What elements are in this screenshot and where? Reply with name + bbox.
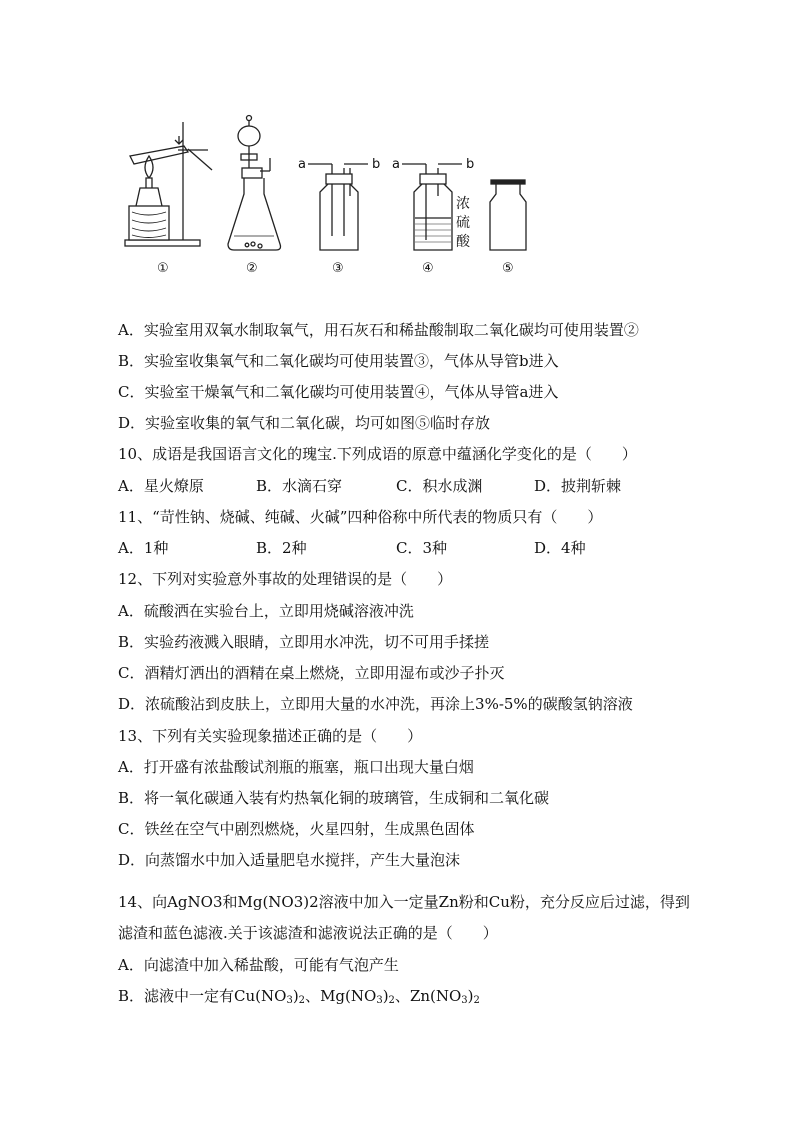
q12-option-d: D．浓硫酸沾到皮肤上，立即用大量的水冲洗，再涂上3%-5%的碳酸氢钠溶液: [118, 695, 633, 713]
q14-sub-2b: 2: [388, 995, 395, 1006]
q14-stem-line-2: 滤渣和蓝色滤液.关于该滤渣和滤液说法正确的是（ ）: [118, 924, 498, 942]
q14-option-a: A．向滤渣中加入稀盐酸，可能有气泡产生: [118, 956, 399, 974]
tube-a-label-4: a: [392, 157, 400, 172]
apparatus-label-2: ②: [246, 261, 258, 276]
apparatus-label-1: ①: [157, 261, 169, 276]
q11-option-a: A．1种: [118, 539, 169, 557]
q11-option-c: C．3种: [396, 539, 448, 557]
q10-option-c: C．积水成渊: [396, 477, 483, 495]
apparatus-3-gas-bottle: [308, 164, 368, 250]
q11-option-b: B．2种: [256, 539, 307, 557]
q14-paren-c: ): [467, 987, 474, 1005]
q14-sub-2a: 2: [298, 995, 306, 1006]
q14-sub-3c: 3: [461, 995, 468, 1006]
tube-b-label-3: b: [372, 157, 381, 172]
q10-stem: 10、成语是我国语言文化的瑰宝.下列成语的原意中蕴涵化学变化的是（ ）: [118, 445, 637, 463]
q11-option-d: D．4种: [534, 539, 586, 557]
q14-sep-a: 、: [305, 987, 321, 1005]
q10-option-a: A．星火燎原: [118, 477, 204, 495]
apparatus-label-3: ③: [332, 261, 344, 276]
q13-option-b: B．将一氧化碳通入装有灼热氧化铜的玻璃管，生成铜和二氧化碳: [118, 789, 550, 807]
q14-paren-a: ): [292, 987, 299, 1005]
acid-char-3: 酸: [456, 234, 470, 250]
acid-char-2: 硫: [456, 215, 470, 231]
q14-zn: Zn(NO: [409, 987, 462, 1005]
q12-option-b: B．实验药液溅入眼睛，立即用水冲洗，切不可用手揉搓: [118, 633, 490, 651]
q12-option-c: C．酒精灯洒出的酒精在桌上燃烧，立即用湿布或沙子扑灭: [118, 664, 505, 682]
q14-paren-b: ): [382, 987, 389, 1005]
q13-option-d: D．向蒸馏水中加入适量肥皂水搅拌，产生大量泡沫: [118, 851, 461, 869]
q14-stem-line-1: 14、向AgNO3和Mg(NO3)2溶液中加入一定量Zn粉和Cu粉，充分反应后过滤，得到: [118, 893, 690, 911]
apparatus-label-5: ⑤: [502, 261, 514, 276]
q9-option-c: C．实验室干燥氧气和二氧化碳均可使用装置④，气体从导管a进入: [118, 383, 559, 401]
q10-option-d: D．披荆斩棘: [534, 477, 622, 495]
q14-mg: Mg(NO: [320, 987, 377, 1005]
apparatus-figure: [110, 108, 550, 283]
q13-option-a: A．打开盛有浓盐酸试剂瓶的瓶塞，瓶口出现大量白烟: [118, 758, 474, 776]
q12-stem: 12、下列对实验意外事故的处理错误的是（ ）: [118, 570, 453, 588]
apparatus-5-collecting-bottle: [490, 180, 526, 250]
tube-a-label-3: a: [298, 157, 306, 172]
q14-option-b: [118, 986, 480, 1011]
q14-sep-b: 、: [394, 987, 410, 1005]
q12-option-a: A．硫酸洒在实验台上，立即用烧碱溶液冲洗: [118, 602, 414, 620]
q14-b-prefix: B．滤液中一定有Cu(NO: [118, 987, 287, 1005]
acid-char-1: 浓: [456, 196, 470, 212]
apparatus-1-heating-setup: [125, 122, 212, 246]
q9-option-d: D．实验室收集的氧气和二氧化碳，均可如图⑤临时存放: [118, 414, 491, 432]
apparatus-label-4: ④: [422, 261, 434, 276]
q14-sub-3a: 3: [286, 995, 293, 1006]
apparatus-2-flask-funnel: [228, 116, 281, 251]
apparatus-4-drying-bottle: [402, 164, 462, 250]
q9-option-a: A．实验室用双氧水制取氧气，用石灰石和稀盐酸制取二氧化碳均可使用装置②: [118, 321, 639, 339]
q13-option-c: C．铁丝在空气中剧烈燃烧，火星四射，生成黑色固体: [118, 820, 475, 838]
q9-option-b: B．实验室收集氧气和二氧化碳均可使用装置③，气体从导管b进入: [118, 352, 559, 370]
tube-b-label-4: b: [466, 157, 475, 172]
q10-option-b: B．水滴石穿: [256, 477, 343, 495]
q14-sub-3b: 3: [376, 995, 383, 1006]
apparatus-drawing: [110, 108, 550, 283]
q11-stem: 11、“苛性钠、烧碱、纯碱、火碱”四种俗称中所代表的物质只有（ ）: [118, 508, 603, 526]
q14-sub-2c: 2: [473, 995, 480, 1006]
q13-stem: 13、下列有关实验现象描述正确的是（ ）: [118, 727, 423, 745]
